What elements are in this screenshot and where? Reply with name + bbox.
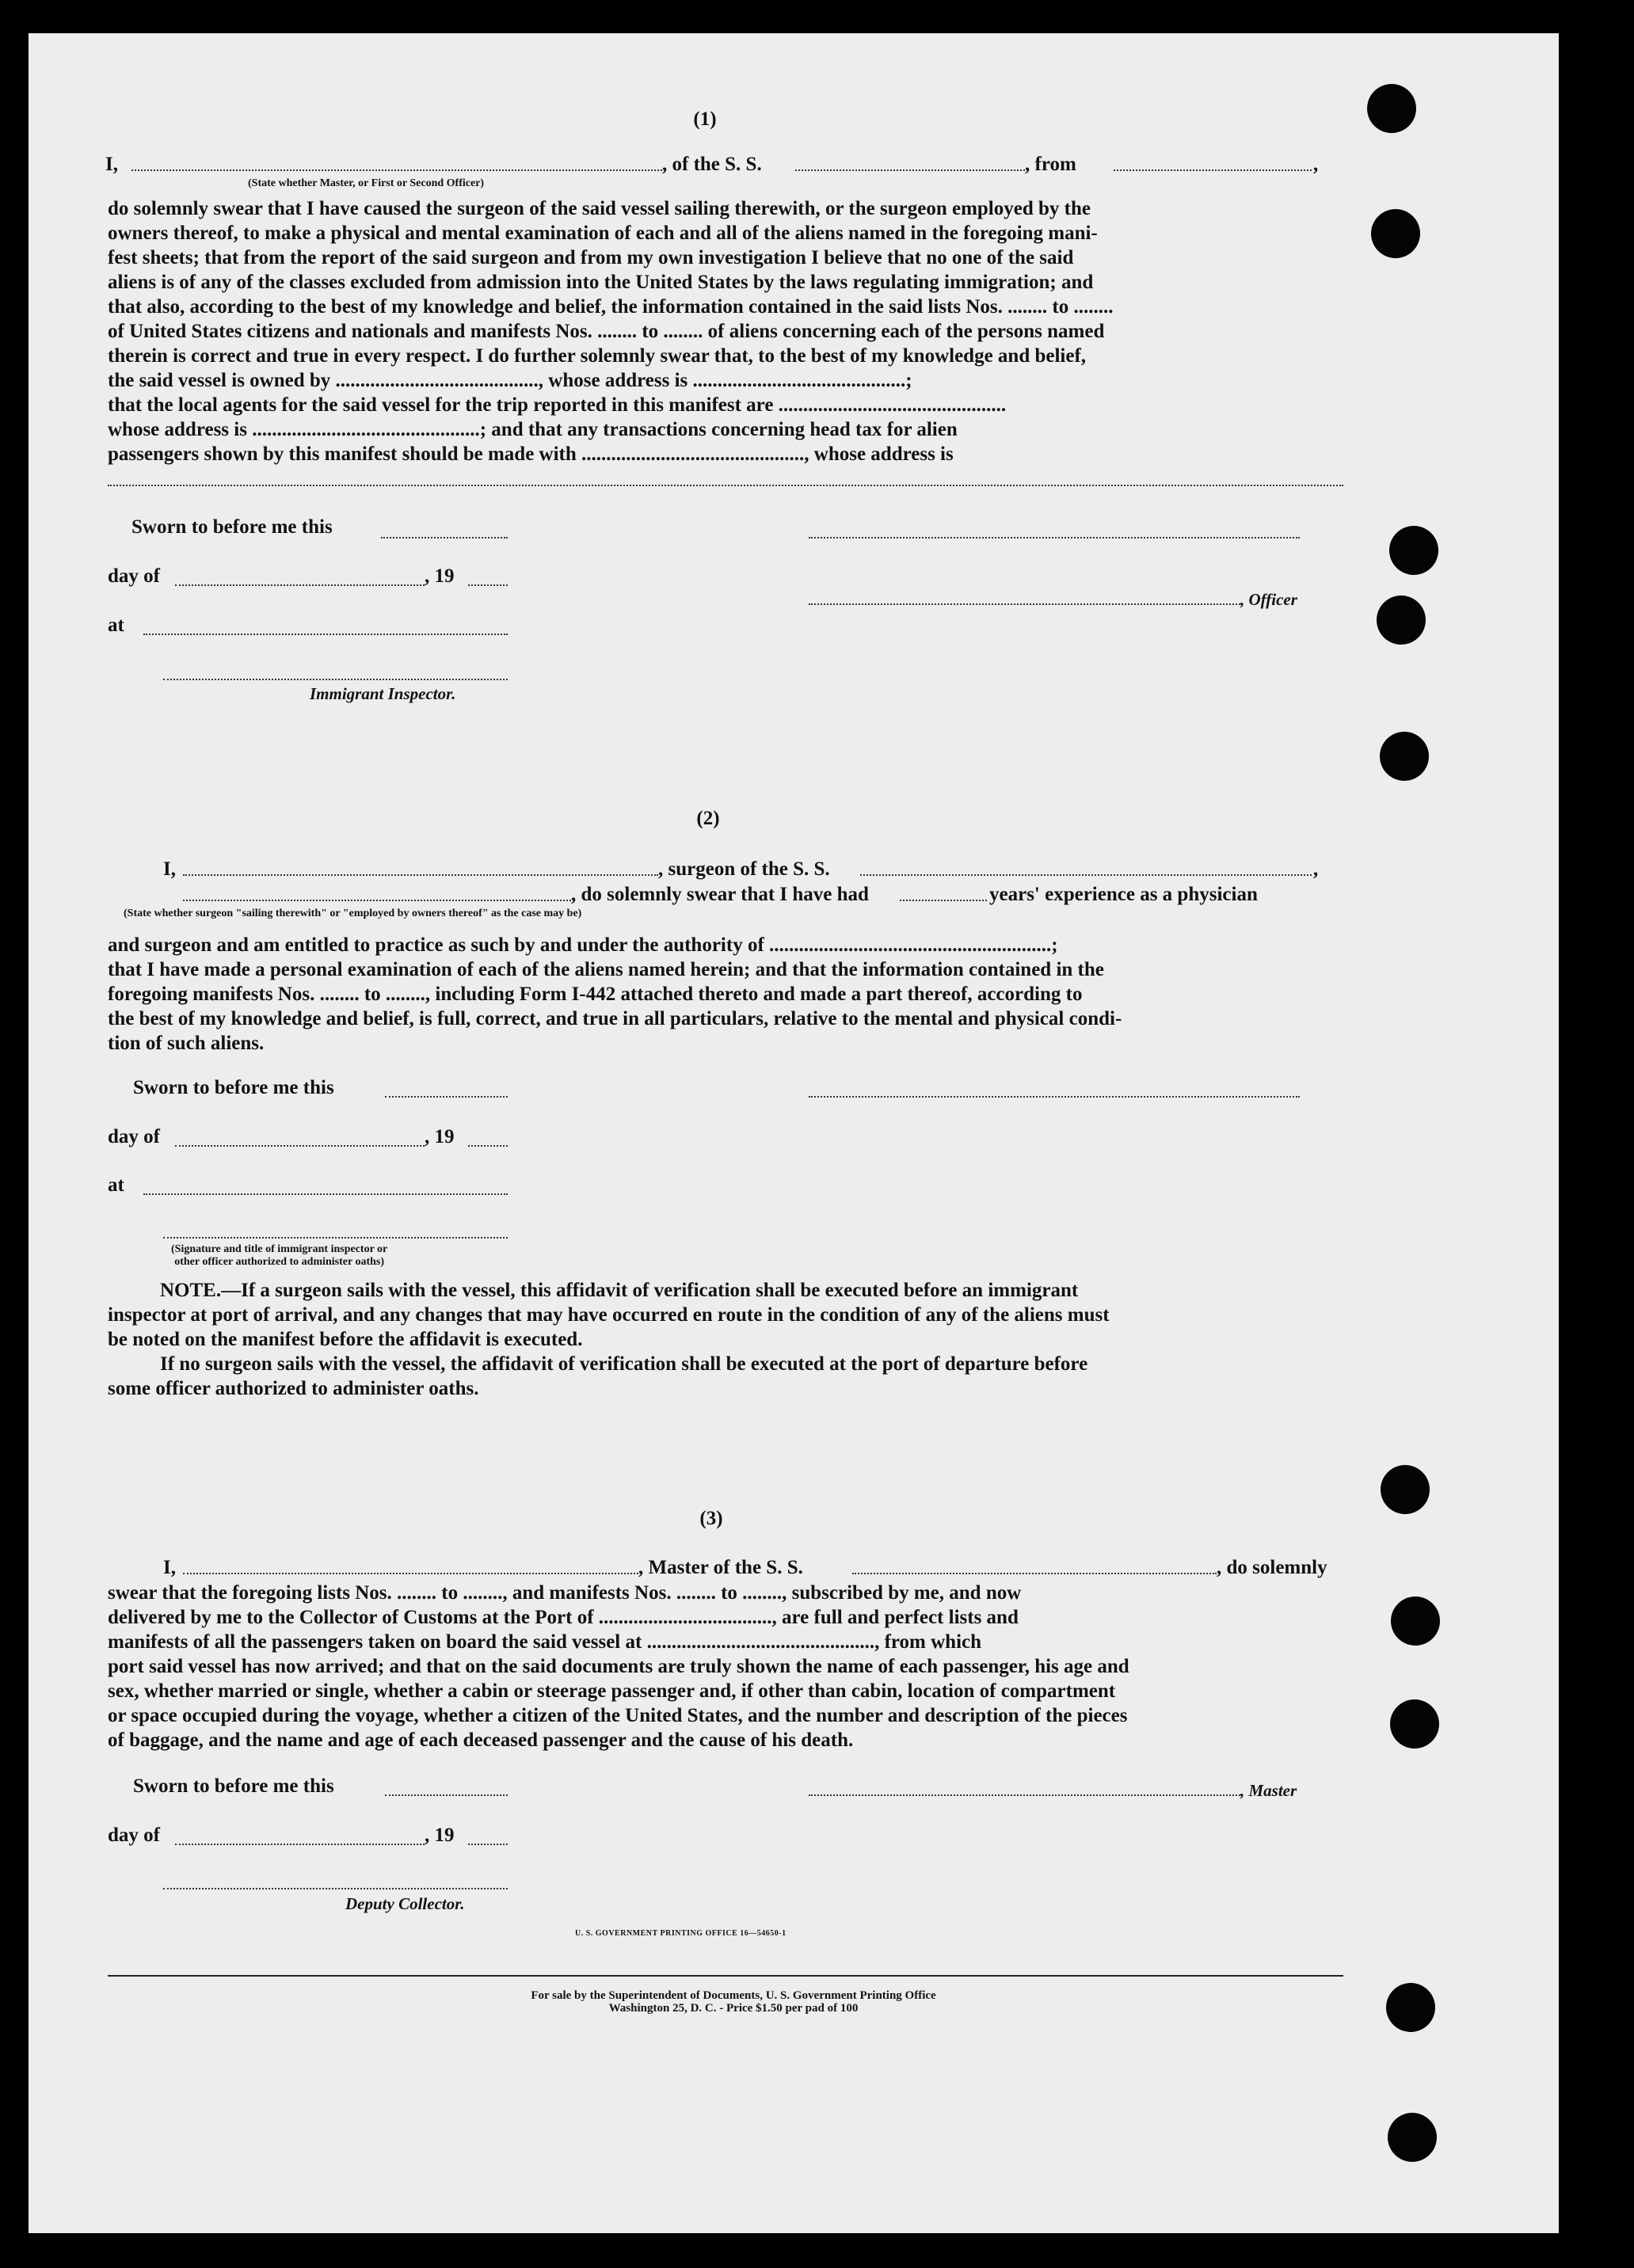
s1-officer-sig-line-2[interactable] <box>809 603 1240 605</box>
s2-line: the best of my knowledge and belief, is full, correct, and true in all particulars, relative to the mental and physical condi- <box>108 1008 1122 1029</box>
s3-line: of baggage, and the name and age of each deceased passenger and the cause of his death. <box>108 1730 854 1751</box>
punch-hole <box>1386 1983 1435 2032</box>
s3-master-of: , Master of the S. S. <box>638 1557 803 1578</box>
s2-year: , 19 <box>425 1126 455 1147</box>
s2-swear-text: , do solemnly swear that I have had <box>571 884 869 905</box>
s2-sworn-label: Sworn to before me this <box>133 1077 334 1098</box>
note-line: inspector at port of arrival, and any changes that may have occurred en route in the condition of any of the aliens must <box>108 1304 1110 1326</box>
s2-sworn-line[interactable] <box>385 1096 508 1098</box>
punch-hole <box>1388 2113 1437 2162</box>
s1-year: , 19 <box>425 565 455 587</box>
s3-collector-sig-line[interactable] <box>163 1888 508 1889</box>
s2-caption: (State whether surgeon "sailing therewith" or "employed by owners thereof" as the case may be) <box>124 908 582 919</box>
punch-hole <box>1377 596 1426 645</box>
note-line: be noted on the manifest before the affidavit is executed. <box>108 1329 583 1350</box>
section-2-heading: (2) <box>696 808 720 829</box>
s1-oath-intro: I, <box>105 154 118 175</box>
punch-hole <box>1391 1596 1440 1646</box>
s1-line: that also, according to the best of my knowledge and belief, the information contained in the said lists Nos. ........ to ........ <box>108 296 1114 318</box>
s3-master-label: , Master <box>1240 1781 1297 1800</box>
punch-hole <box>1380 732 1429 781</box>
punch-hole <box>1371 209 1420 258</box>
s2-line: tion of such aliens. <box>108 1033 265 1054</box>
s1-line: that the local agents for the said vessel for the trip reported in this manifest are .............................................. <box>108 394 1007 416</box>
s1-sworn-line[interactable] <box>381 537 508 538</box>
s2-line: that I have made a personal examination of each of the aliens named herein; and that the information contained in the <box>108 959 1104 980</box>
s2-day-of: day of <box>108 1126 160 1147</box>
s2-capacity-line[interactable] <box>183 900 571 901</box>
footer-sale-line-1: For sale by the Superintendent of Documents, U. S. Government Printing Office <box>531 1989 936 2002</box>
s3-line: or space occupied during the voyage, whether a citizen of the United States, and the number and description of the pieces <box>108 1705 1128 1726</box>
s3-solemnly: , do solemnly <box>1217 1557 1327 1578</box>
s3-vessel-line[interactable] <box>852 1573 1217 1574</box>
s1-caption: (State whether Master, or First or Second Officer) <box>248 177 485 189</box>
s1-line: owners thereof, to make a physical and mental examination of each and all of the aliens named in the foregoing mani- <box>108 223 1098 244</box>
s3-line: sex, whether married or single, whether a cabin or steerage passenger and, if other than cabin, location of compartment <box>108 1680 1116 1702</box>
s1-line: the said vessel is owned by ........................................., whose address is ...........................................; <box>108 370 912 391</box>
s1-day-of: day of <box>108 565 160 587</box>
punch-hole <box>1367 84 1416 133</box>
s1-line: therein is correct and true in every respect. I do further solemnly swear that, to the best of my knowledge and belief, <box>108 345 1087 367</box>
s1-at-line[interactable] <box>143 634 508 635</box>
s3-year: , 19 <box>425 1825 455 1846</box>
s2-vessel-line[interactable] <box>860 874 1312 876</box>
s1-day-line[interactable] <box>175 584 425 586</box>
s2-line: and surgeon and am entitled to practice as such by and under the authority of .........................................................; <box>108 934 1058 956</box>
s1-officer-name-line[interactable] <box>131 169 662 171</box>
note-line: NOTE.—If a surgeon sails with the vessel, this affidavit of verification shall be executed before an immigrant <box>160 1280 1079 1301</box>
bleed-through-text <box>559 508 569 528</box>
s3-line: swear that the foregoing lists Nos. ........ to ........, and manifests Nos. ........ to ........, subscribed by me, and now <box>108 1582 1022 1604</box>
s3-line: port said vessel has now arrived; and that on the said documents are truly shown the name of each passenger, his age and <box>108 1656 1129 1677</box>
section-3-heading: (3) <box>699 1508 723 1529</box>
section-1-heading: (1) <box>693 108 717 130</box>
s2-sig-line-1[interactable] <box>809 1096 1300 1098</box>
s2-intro: I, <box>163 858 176 880</box>
s1-officer-label: , Officer <box>1240 590 1297 609</box>
punch-hole <box>1390 1699 1439 1749</box>
footer-sale-line-2: Washington 25, D. C. - Price $1.50 per pad of 100 <box>608 2002 859 2015</box>
s1-line: whose address is ..............................................; and that any transactions concerning head tax for alien <box>108 419 958 440</box>
form-page <box>29 33 1559 2233</box>
s1-from: , from <box>1025 154 1076 175</box>
s1-vessel-line[interactable] <box>795 169 1025 171</box>
s2-at: at <box>108 1174 124 1196</box>
s2-year-line[interactable] <box>468 1145 508 1147</box>
s3-sworn-label: Sworn to before me this <box>133 1775 334 1797</box>
s1-line: do solemnly swear that I have caused the surgeon of the said vessel sailing therewith, or the surgeon employed by the <box>108 198 1091 219</box>
s1-inspector-sig-line[interactable] <box>163 679 508 680</box>
s3-intro: I, <box>163 1557 176 1578</box>
s1-sworn-label: Sworn to before me this <box>131 516 333 538</box>
footer-rule <box>108 1975 1343 1977</box>
gpo-imprint: U. S. GOVERNMENT PRINTING OFFICE 16—54650-1 <box>575 1929 787 1938</box>
s2-surgeon-name-line[interactable] <box>183 874 658 876</box>
s3-sworn-line[interactable] <box>385 1794 508 1796</box>
s3-line: delivered by me to the Collector of Customs at the Port of ..................................., are full and perfect lists and <box>108 1607 1019 1628</box>
s3-collector-label: Deputy Collector. <box>345 1894 465 1913</box>
s3-master-sig-line[interactable] <box>809 1794 1240 1796</box>
note-line: If no surgeon sails with the vessel, the affidavit of verification shall be executed at the port of departure before <box>160 1353 1088 1375</box>
punch-hole <box>1381 1465 1430 1514</box>
s3-line: manifests of all the passengers taken on board the said vessel at .............................................., from which <box>108 1631 982 1653</box>
s2-line: foregoing manifests Nos. ........ to ........, including Form I-442 attached thereto and made a part thereof, according to <box>108 984 1083 1005</box>
s1-officer-sig-line-1[interactable] <box>809 537 1300 538</box>
s3-year-line[interactable] <box>468 1844 508 1845</box>
s1-from-line[interactable] <box>1114 169 1312 171</box>
s2-at-line[interactable] <box>143 1193 508 1195</box>
s1-line: of United States citizens and nationals and manifests Nos. ........ to ........ of aliens concerning each of the persons named <box>108 321 1105 342</box>
s2-inspector-sig-line[interactable] <box>163 1237 508 1239</box>
s1-inspector-label: Immigrant Inspector. <box>310 684 456 703</box>
s1-line: aliens is of any of the classes excluded from admission into the United States by the laws regulating immigration; and <box>108 272 1094 293</box>
s1-line: passengers shown by this manifest should be made with ............................................., whose address is <box>108 443 954 465</box>
s1-of-ss: , of the S. S. <box>662 154 762 175</box>
note-line: some officer authorized to administer oaths. <box>108 1378 479 1399</box>
s2-sig-caption: (Signature and title of immigrant inspector or other officer authorized to administer oaths) <box>171 1243 388 1268</box>
s3-day-line[interactable] <box>175 1844 425 1845</box>
s1-line: fest sheets; that from the report of the said surgeon and from my own investigation I believe that no one of the said <box>108 247 1074 268</box>
punch-hole <box>1389 526 1438 575</box>
s2-years-text: years' experience as a physician <box>989 884 1258 905</box>
s1-trail-comma: , <box>1313 154 1319 175</box>
s2-surgeon-of: , surgeon of the S. S. <box>658 858 830 880</box>
s1-at: at <box>108 615 124 636</box>
s1-year-line[interactable] <box>468 584 508 586</box>
s1-address-line[interactable] <box>108 485 1343 486</box>
s3-master-name-line[interactable] <box>183 1573 638 1574</box>
s3-day-of: day of <box>108 1825 160 1846</box>
s2-day-line[interactable] <box>175 1145 425 1147</box>
s2-years-line[interactable] <box>900 900 987 901</box>
s2-trail-comma: , <box>1313 858 1319 880</box>
